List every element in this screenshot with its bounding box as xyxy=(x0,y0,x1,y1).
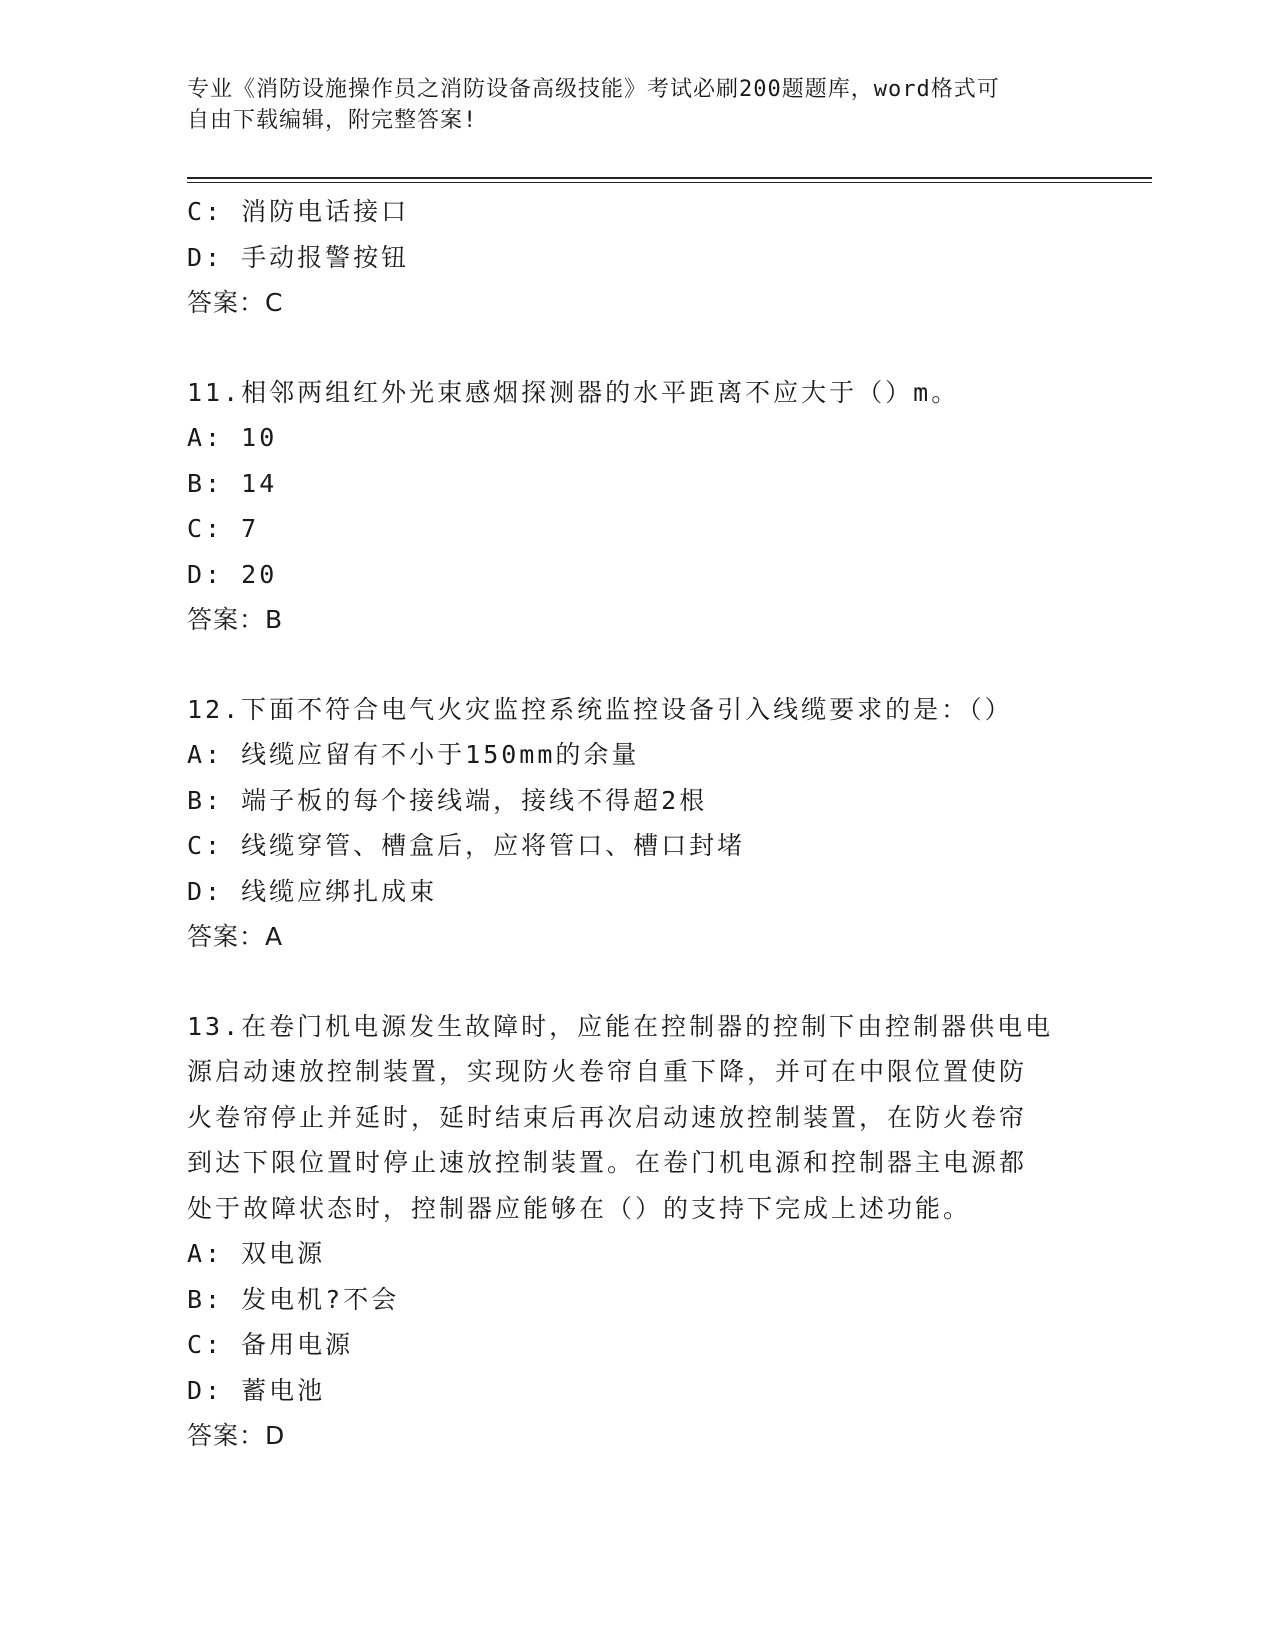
option-d: D: 手动报警按钮 xyxy=(187,242,410,272)
option-c: C: 备用电源 xyxy=(187,1330,354,1359)
option-c: C: 消防电话接口 xyxy=(187,197,410,226)
answer-line: 答案：D xyxy=(187,1421,286,1450)
answer-line: 答案：A xyxy=(187,922,284,951)
spacer xyxy=(187,643,1077,687)
document-body xyxy=(187,189,1077,1459)
option-a: A: 线缆应留有不小于150mm的余量 xyxy=(187,740,640,769)
option-b: B: 端子板的每个接线端，接线不得超2根 xyxy=(187,785,708,815)
option-b: B: 14 xyxy=(187,468,278,498)
answer-line: 答案：C xyxy=(187,288,284,317)
question-13-line-5: 处于故障状态时，控制器应能够在（）的支持下完成上述功能。 xyxy=(187,1193,972,1223)
header-rule-thick xyxy=(187,177,1152,179)
question-13-line-2: 源启动速放控制装置，实现防火卷帘自重下降，并可在中限位置使防 xyxy=(187,1057,1028,1086)
header-line-1: 专业《消防设施操作员之消防设备高级技能》考试必刷200题题库，word格式可 xyxy=(187,77,1000,102)
option-d: D: 蓄电池 xyxy=(187,1375,326,1405)
option-b: B: 发电机?不会 xyxy=(187,1284,400,1314)
question-13-line-1: 13.在卷门机电源发生故障时，应能在控制器的控制下由控制器供电电 xyxy=(187,1011,1054,1041)
option-c: C: 线缆穿管、槽盒后，应将管口、槽口封堵 xyxy=(187,831,746,860)
option-c: C: 7 xyxy=(187,514,260,543)
option-d: D: 线缆应绑扎成束 xyxy=(187,876,438,906)
option-a: A: 10 xyxy=(187,423,278,452)
spacer xyxy=(187,960,1077,1004)
header-line-2: 自由下载编辑，附完整答案! xyxy=(187,108,478,133)
question-11-text: 11.相邻两组红外光束感烟探测器的水平距离不应大于（）m。 xyxy=(187,377,960,407)
question-13-line-4: 到达下限位置时停止速放控制装置。在卷门机电源和控制器主电源都 xyxy=(187,1148,1028,1177)
option-a: A: 双电源 xyxy=(187,1239,326,1268)
answer-line: 答案：B xyxy=(187,605,284,634)
header-rule-thin xyxy=(187,182,1152,183)
question-12-text: 12.下面不符合电气火灾监控系统监控设备引入线缆要求的是：（） xyxy=(187,694,1013,724)
option-d: D: 20 xyxy=(187,559,278,589)
document-header xyxy=(187,74,1087,136)
spacer xyxy=(187,326,1077,370)
question-13-line-3: 火卷帘停止并延时，延时结束后再次启动速放控制装置，在防火卷帘 xyxy=(187,1102,1028,1132)
